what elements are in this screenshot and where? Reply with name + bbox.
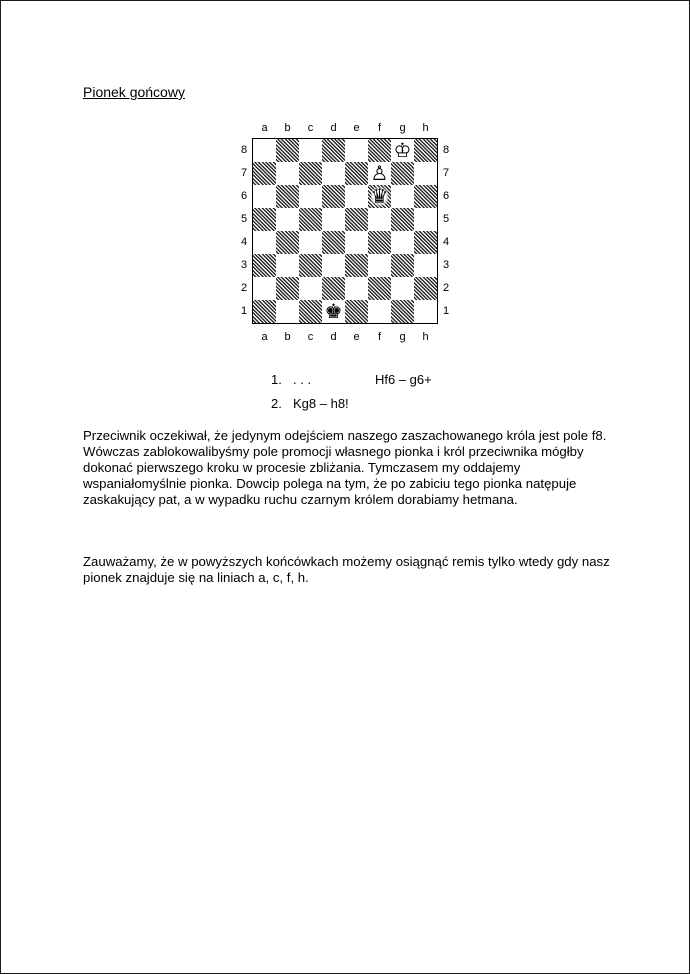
- square-f8: [368, 139, 391, 162]
- square-d3: [322, 254, 345, 277]
- square-b8: [276, 139, 299, 162]
- square-d4: [322, 231, 345, 254]
- rank-label: 1: [442, 305, 450, 317]
- square-e1: [345, 300, 368, 323]
- file-label: f: [377, 122, 382, 134]
- square-a5: [253, 208, 276, 231]
- square-c5: [299, 208, 322, 231]
- white-king-icon: ♔: [393, 138, 412, 162]
- square-f3: [368, 254, 391, 277]
- rank-label: 5: [442, 213, 450, 225]
- rank-labels-left: [237, 139, 251, 323]
- square-h3: [414, 254, 437, 277]
- square-f4: [368, 231, 391, 254]
- rank-label: 3: [442, 259, 450, 271]
- square-c3: [299, 254, 322, 277]
- square-c7: [299, 162, 322, 185]
- file-label: d: [330, 331, 337, 343]
- rank-label: 4: [442, 236, 450, 248]
- square-a8: [253, 139, 276, 162]
- square-b6: [276, 185, 299, 208]
- square-b7: [276, 162, 299, 185]
- square-c4: [299, 231, 322, 254]
- square-g7: [391, 162, 414, 185]
- square-f1: [368, 300, 391, 323]
- square-h6: [414, 185, 437, 208]
- black-queen-icon: ♛: [370, 184, 389, 208]
- document-title: Pionek gońcowy: [83, 84, 185, 100]
- square-h5: [414, 208, 437, 231]
- body-paragraph: Zauważamy, że w powyższych końcówkach możemy osiągnąć remis tylko wtedy gdy nasz pionek znajduje się na liniach a, c, f, h.: [83, 554, 610, 585]
- rank-label: 2: [442, 282, 450, 294]
- file-labels-top: [253, 121, 437, 135]
- file-label: b: [284, 331, 291, 343]
- body-paragraph: Przeciwnik oczekiwał, że jedynym odejściem naszego zaszachowanego króla jest pole f8. Wówczas zablokowalibyśmy pole promocji własnego pionka i król przeciwnika mógłby dokonać pierwszego kroku w procesie zbliżania. Tymczasem my oddajemy wspaniałomyślnie pionka. Dowcip polega na tym, że po zabiciu tego pionka natępuje zaskakujący pat, a w wypadku ruchu czarnym królem dorabiamy hetmana.: [83, 428, 607, 507]
- square-e7: [345, 162, 368, 185]
- square-e8: [345, 139, 368, 162]
- square-g5: [391, 208, 414, 231]
- square-g8: [391, 139, 414, 162]
- square-d8: [322, 139, 345, 162]
- square-h7: [414, 162, 437, 185]
- square-a3: [253, 254, 276, 277]
- square-h2: [414, 277, 437, 300]
- rank-label: 2: [240, 282, 248, 294]
- square-b3: [276, 254, 299, 277]
- file-label: g: [399, 331, 406, 343]
- square-h4: [414, 231, 437, 254]
- black-move: Hf6 – g6+: [375, 372, 432, 387]
- file-label: c: [307, 122, 314, 134]
- square-d6: [322, 185, 345, 208]
- square-e6: [345, 185, 368, 208]
- square-h8: [414, 139, 437, 162]
- file-label: c: [307, 331, 314, 343]
- square-d2: [322, 277, 345, 300]
- file-label: d: [330, 122, 337, 134]
- chess-board: [252, 138, 438, 324]
- file-label: h: [422, 122, 429, 134]
- file-label: a: [261, 122, 268, 134]
- square-g4: [391, 231, 414, 254]
- file-label: a: [261, 331, 268, 343]
- move-number: 1.: [271, 372, 282, 387]
- square-h1: [414, 300, 437, 323]
- square-b1: [276, 300, 299, 323]
- chess-diagram: [237, 119, 455, 349]
- square-a7: [253, 162, 276, 185]
- rank-label: 1: [240, 305, 248, 317]
- black-king-icon: ♚: [324, 299, 343, 323]
- square-f7: [368, 162, 391, 185]
- rank-label: 3: [240, 259, 248, 271]
- square-f5: [368, 208, 391, 231]
- white-move: Kg8 – h8!: [293, 396, 349, 411]
- square-e4: [345, 231, 368, 254]
- square-e3: [345, 254, 368, 277]
- white-pawn-icon: ♙: [370, 161, 389, 185]
- square-g3: [391, 254, 414, 277]
- square-f2: [368, 277, 391, 300]
- square-a1: [253, 300, 276, 323]
- file-label: e: [353, 331, 360, 343]
- rank-label: 7: [240, 167, 248, 179]
- rank-label: 8: [442, 144, 450, 156]
- square-c8: [299, 139, 322, 162]
- file-label: h: [422, 331, 429, 343]
- rank-label: 6: [442, 190, 450, 202]
- rank-label: 7: [442, 167, 450, 179]
- rank-label: 6: [240, 190, 248, 202]
- square-g6: [391, 185, 414, 208]
- square-e5: [345, 208, 368, 231]
- square-c1: [299, 300, 322, 323]
- square-c6: [299, 185, 322, 208]
- square-g1: [391, 300, 414, 323]
- square-e2: [345, 277, 368, 300]
- white-move: . . .: [293, 372, 312, 387]
- rank-label: 4: [240, 236, 248, 248]
- square-d7: [322, 162, 345, 185]
- square-a2: [253, 277, 276, 300]
- square-b2: [276, 277, 299, 300]
- square-g2: [391, 277, 414, 300]
- rank-label: 5: [240, 213, 248, 225]
- move-number: 2.: [271, 396, 282, 411]
- square-f6: [368, 185, 391, 208]
- square-d5: [322, 208, 345, 231]
- square-a4: [253, 231, 276, 254]
- file-labels-bottom: [253, 330, 437, 344]
- file-label: g: [399, 122, 406, 134]
- rank-labels-right: [439, 139, 453, 323]
- file-label: b: [284, 122, 291, 134]
- file-label: e: [353, 122, 360, 134]
- square-a6: [253, 185, 276, 208]
- square-b4: [276, 231, 299, 254]
- square-b5: [276, 208, 299, 231]
- square-d1: [322, 300, 345, 323]
- file-label: f: [377, 331, 382, 343]
- square-c2: [299, 277, 322, 300]
- rank-label: 8: [240, 144, 248, 156]
